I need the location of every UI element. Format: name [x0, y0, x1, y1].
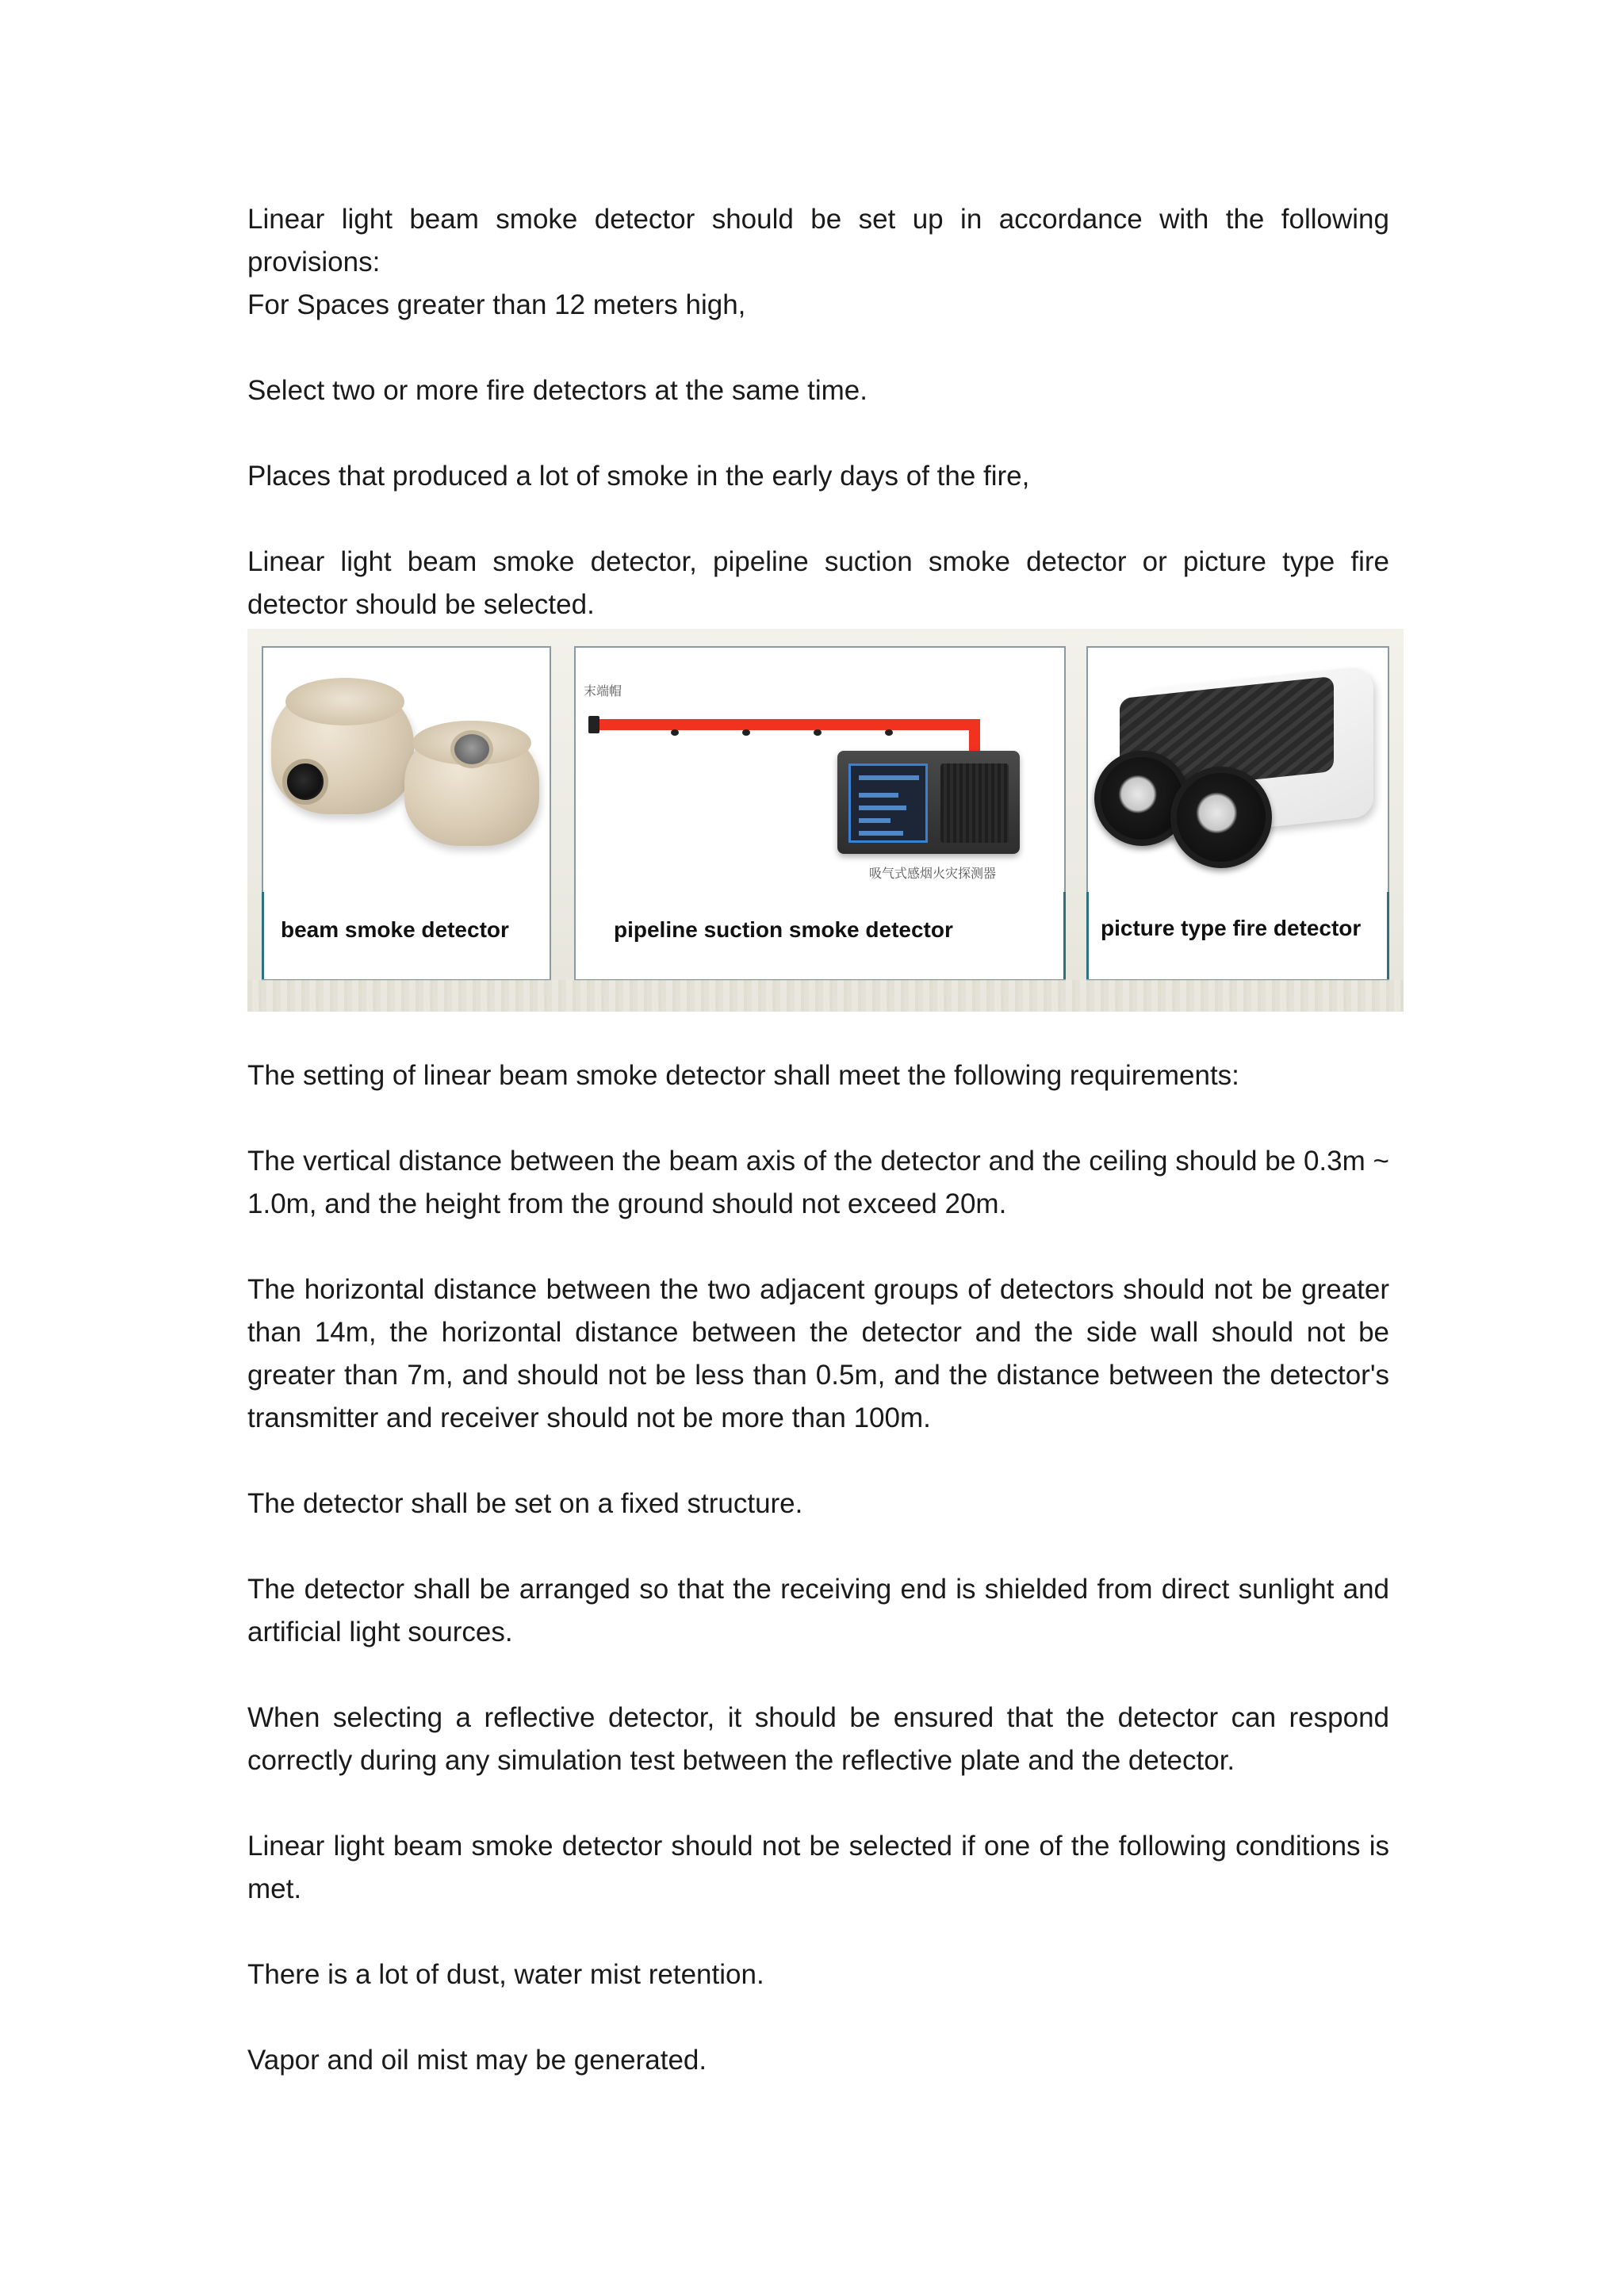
paragraph: The detector shall be set on a fixed structure. [247, 1488, 803, 1519]
paragraph: The horizontal distance between the two adjacent groups of detectors should not be greater than 14m, the horizontal distance between the detector and the side wall should not be greater than 7m, and should not be less than 0.5m, and the distance between the detector's transmitter and receiver should not be more than 100m. [247, 1274, 1389, 1433]
paragraph: The detector shall be arranged so that the receiving end is shielded from direct sunlight and artificial light sources. [247, 1574, 1389, 1647]
paragraph: Linear light beam smoke detector, pipeline suction smoke detector or picture type fire detector should be selected. [247, 546, 1389, 620]
pipeline-suction-smoke-detector-label: pipeline suction smoke detector [614, 917, 953, 942]
pipeline-suction-detector-panel [574, 646, 1066, 981]
panel-accent [1063, 892, 1066, 979]
endcap-label: 末端帽 [584, 683, 622, 698]
beam-smoke-detector-label: beam smoke detector [281, 917, 509, 942]
paragraph: Select two or more fire detectors at the same time. [247, 375, 868, 406]
paragraph: There is a lot of dust, water mist retention. [247, 1959, 764, 1990]
paragraph: For Spaces greater than 12 meters high, [247, 289, 746, 320]
paragraph: When selecting a reflective detector, it should be ensured that the detector can respond correctly during any simulation test between the reflective plate and the detector. [247, 1702, 1389, 1776]
controller-caption: 吸气式感烟火灾探测器 [869, 866, 997, 881]
panel-accent [1387, 892, 1389, 979]
paragraph: Places that produced a lot of smoke in the early days of the fire, [247, 461, 1030, 492]
picture-type-detector-panel [1086, 646, 1389, 981]
paragraph: The setting of linear beam smoke detector shall meet the following requirements: [247, 1060, 1239, 1091]
paragraph: The vertical distance between the beam axis of the detector and the ceiling should be 0.3m ~ 1.0m, and the height from the ground should not exceed 20m. [247, 1146, 1389, 1219]
paragraph: Linear light beam smoke detector should not be selected if one of the following conditions is met. [247, 1831, 1389, 1904]
panel-accent [262, 892, 264, 979]
paragraph: Vapor and oil mist may be generated. [247, 2045, 707, 2076]
picture-type-fire-detector-label: picture type fire detector [1101, 916, 1362, 940]
paragraph: Linear light beam smoke detector should be set up in accordance with the following provisions: [247, 204, 1389, 277]
panel-accent [1086, 892, 1089, 979]
beam-smoke-detector-panel [262, 646, 551, 981]
detector-types-figure [247, 629, 1404, 1012]
